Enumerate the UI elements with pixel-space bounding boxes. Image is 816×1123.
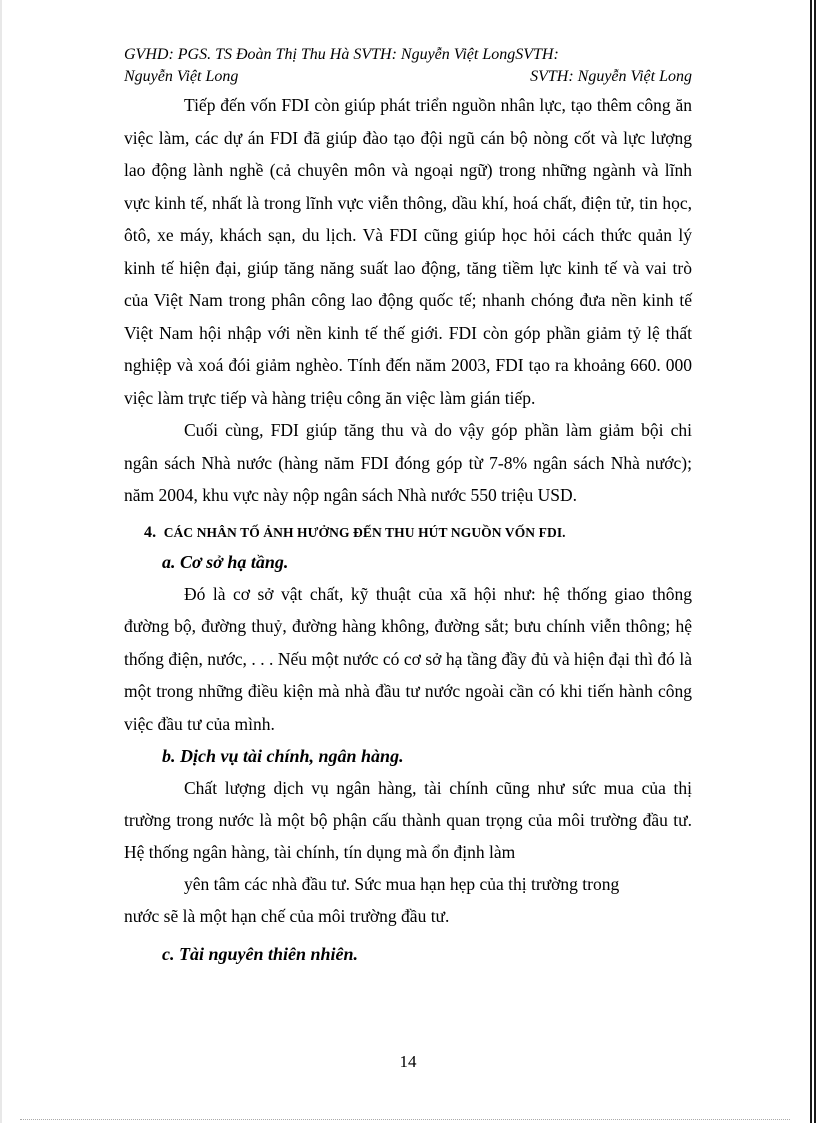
- paragraph-fdi-budget: Cuối cùng, FDI giúp tăng thu và do vậy góp phần làm giảm bội chi ngân sách Nhà nước (hàng năm FDI đóng góp từ 7-8% ngân sách Nhà nước); năm 2004, khu vực này nộp ngân sách Nhà nước 550 triệu USD.: [124, 420, 692, 505]
- header-author-left: Nguyễn Việt Long: [124, 68, 239, 85]
- subheading-natural-resources: c. Tài nguyên thiên nhiên.: [162, 944, 359, 964]
- paragraph-financial-services: Chất lượng dịch vụ ngân hàng, tài chính cũng như sức mua của thị trường trong nước là một bộ phận cấu thành quan trọng của môi trường đầu tư. Hệ thống ngân hàng, tài chính, tín dụng mà ổn định làm: [124, 778, 692, 862]
- page-number: 14: [399, 1052, 417, 1071]
- document-body: [124, 89, 692, 970]
- page-header: [124, 44, 692, 88]
- section-heading-4: [144, 520, 692, 546]
- page-bottom-divider: [20, 1119, 790, 1120]
- paragraph-financial-services-cont-1: yên tâm các nhà đầu tư. Sức mua hạn hẹp của thị trường trong: [184, 874, 620, 894]
- header-line-1: GVHD: PGS. TS Đoàn Thị Thu Hà SVTH: Nguyễn Việt LongSVTH:: [124, 46, 559, 63]
- paragraph-infrastructure: Đó là cơ sở vật chất, kỹ thuật của xã hội như: hệ thống giao thông đường bộ, đường thuỷ, đường hàng không, đường sắt; bưu chính viễn thông; hệ thống điện, nước, . . . Nếu một nước có cơ sở hạ tầng đầy đủ và hiện đại thì đó là một trong những điều kiện mà nhà đầu tư nước ngoài cần có khi tiến hành công việc đầu tư của mình.: [124, 583, 692, 734]
- header-author-right: SVTH: Nguyễn Việt Long: [530, 68, 692, 85]
- subheading-financial-services: b. Dịch vụ tài chính, ngân hàng.: [162, 746, 404, 766]
- header-line-2: [124, 66, 692, 88]
- paragraph-financial-services-cont-2: nước sẽ là một hạn chế của môi trường đầu tư.: [124, 906, 450, 926]
- paragraph-fdi-workforce: Tiếp đến vốn FDI còn giúp phát triển nguồn nhân lực, tạo thêm công ăn việc làm, các dự án FDI đã giúp đào tạo đội ngũ cán bộ nòng cốt và lực lượng lao động lành nghề (cả chuyên môn và ngoại ngữ) trong những ngành và lĩnh vực kinh tế, nhất là trong lĩnh vực viễn thông, dầu khí, hoá chất, điện tử, tin học, ôtô, xe máy, khách sạn, du lịch. Và FDI cũng giúp học hỏi cách thức quản lý kinh tế hiện đại, giúp tăng năng suất lao động, tăng tiềm lực kinh tế và vai trò của Việt Nam trong phân công lao động quốc tế; nhanh chóng đưa nền kinh tế Việt Nam hội nhập với nền kinh tế thế giới. FDI còn góp phần giảm tỷ lệ thất nghiệp và xoá đói giảm nghèo. Tính đến năm 2003, FDI tạo ra khoảng 660. 000 việc làm trực tiếp và hàng triệu công ăn việc làm gián tiếp.: [124, 95, 692, 408]
- subheading-infrastructure: a. Cơ sở hạ tầng.: [162, 551, 289, 572]
- section-title: CÁC NHÂN TỐ ẢNH HƯỞNG ĐẾN THU HÚT NGUỒN VỐN FDI.: [163, 524, 566, 540]
- section-number: 4.: [144, 523, 157, 541]
